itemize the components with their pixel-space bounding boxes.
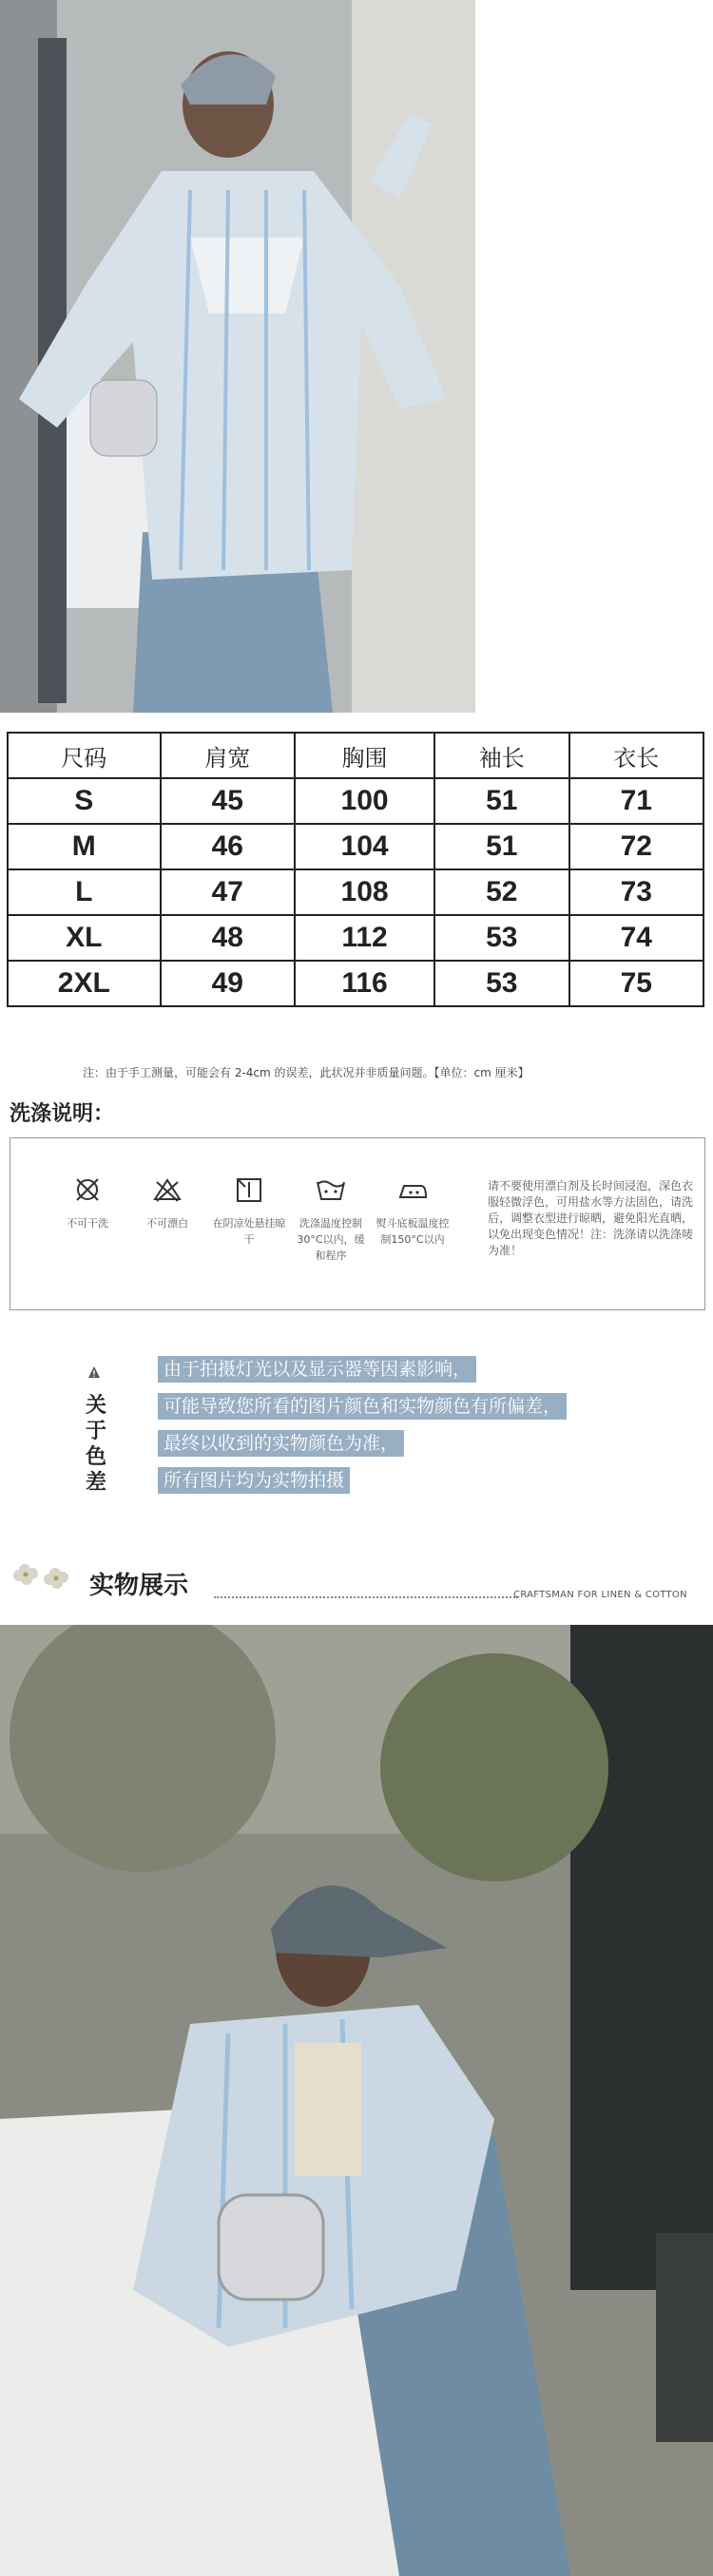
color-note-title: 关于色差 [85, 1394, 106, 1495]
shoulder-cell: 49 [161, 961, 295, 1006]
length-cell: 75 [569, 961, 703, 1006]
chest-cell: 116 [295, 961, 434, 1006]
iron-icon [396, 1176, 429, 1203]
wash-item [130, 1176, 204, 1231]
chest-cell: 104 [295, 824, 434, 869]
table-row [8, 915, 703, 961]
sleeve-cell: 53 [434, 961, 568, 1006]
wash-temp-icon [315, 1176, 347, 1203]
size-table-header-cell: 衣长 [569, 733, 703, 778]
wash-item-label: 不可漂白 [146, 1217, 188, 1230]
wash-item-label: 在阴凉处悬挂晾干 [212, 1217, 286, 1246]
shoulder-cell: 45 [161, 778, 295, 824]
showcase-title: 实物展示 [89, 1572, 189, 1600]
table-row [8, 961, 703, 1006]
wash-instructions-box [10, 1137, 705, 1310]
length-cell: 72 [569, 824, 703, 869]
wash-item [50, 1176, 125, 1231]
size-cell: S [8, 778, 161, 824]
color-note-line: 最终以收到的实物颜色为准， [158, 1430, 404, 1457]
size-cell: M [8, 824, 161, 869]
size-table-header-cell: 尺码 [8, 733, 161, 778]
chest-cell: 112 [295, 915, 434, 961]
length-cell: 73 [569, 869, 703, 915]
wash-item [212, 1176, 286, 1248]
table-row [8, 869, 703, 915]
table-row [8, 824, 703, 869]
color-note-line: 所有图片均为实物拍摄 [158, 1467, 350, 1494]
no-bleach-icon [151, 1176, 183, 1203]
photo-illustration-showcase [0, 1625, 713, 2576]
size-cell: L [8, 869, 161, 915]
chest-cell: 100 [295, 778, 434, 824]
size-cell: 2XL [8, 961, 161, 1006]
measurement-note: 注：由于手工测量，可能会有 2-4cm 的误差，此状况并非质量问题。【单位：cm 厘米】 [83, 1066, 530, 1079]
wash-title: 洗涤说明： [10, 1102, 115, 1126]
table-row [8, 778, 703, 824]
size-table-header-cell: 袖长 [434, 733, 568, 778]
size-table-header [8, 733, 703, 778]
color-note-line: 可能导致您所看的图片颜色和实物颜色有所偏差， [158, 1393, 567, 1420]
hang-dry-shade-icon [233, 1176, 265, 1203]
showcase-subtitle: CRAFTSMAN FOR LINEN & COTTON [513, 1590, 687, 1600]
wash-item-label: 洗涤温度控制30°C以内，缓和程序 [297, 1217, 365, 1262]
size-cell: XL [8, 915, 161, 961]
sleeve-cell: 52 [434, 869, 568, 915]
size-table-header-cell: 肩宽 [161, 733, 295, 778]
shoulder-cell: 47 [161, 869, 295, 915]
product-photo-showcase [0, 1625, 713, 2576]
sleeve-cell: 51 [434, 778, 568, 824]
product-photo-back [0, 0, 475, 713]
shoulder-cell: 46 [161, 824, 295, 869]
wash-item-label: 不可干洗 [67, 1217, 108, 1230]
warning-icon [87, 1365, 101, 1379]
sleeve-cell: 53 [434, 915, 568, 961]
photo-illustration-back [0, 0, 475, 713]
size-table-header-cell: 胸围 [295, 733, 434, 778]
shoulder-cell: 48 [161, 915, 295, 961]
sleeve-cell: 51 [434, 824, 568, 869]
wash-item [376, 1176, 450, 1248]
length-cell: 71 [569, 778, 703, 824]
chest-cell: 108 [295, 869, 434, 915]
size-table [7, 732, 704, 1007]
wash-care-text: 请不要使用漂白剂及长时间浸泡，深色衣服轻微浮色，可用盐水等方法固色，请洗后，调整衣型进行晾晒，避免阳光直晒，以免出现变色情况！注：洗涤请以洗涤唛为准！ [488, 1179, 694, 1257]
length-cell: 74 [569, 915, 703, 961]
no-dryclean-icon [71, 1176, 104, 1203]
wash-item-label: 熨斗底板温度控制150°C以内 [376, 1217, 450, 1246]
divider [214, 1596, 518, 1598]
flower-decoration-icon [11, 1558, 72, 1593]
wash-item [294, 1176, 368, 1264]
color-note-line: 由于拍摄灯光以及显示器等因素影响， [158, 1356, 476, 1383]
